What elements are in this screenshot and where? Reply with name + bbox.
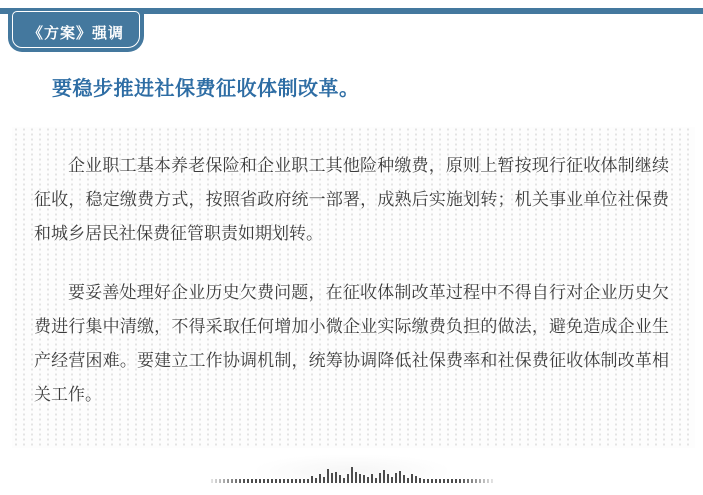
- waveform-bar: [407, 478, 409, 483]
- waveform-bar: [219, 479, 221, 483]
- waveform-bar: [307, 479, 309, 483]
- waveform-bar: [251, 479, 253, 483]
- waveform-bar: [335, 472, 337, 483]
- waveform-bar: [419, 478, 421, 483]
- waveform-bar: [215, 479, 217, 483]
- waveform-bar: [391, 477, 393, 483]
- waveform-bar: [303, 479, 305, 483]
- waveform-bar: [475, 479, 477, 483]
- waveform-bar: [263, 479, 265, 483]
- waveform-bar: [447, 479, 449, 483]
- waveform-bar: [375, 478, 377, 483]
- waveform-bar: [359, 474, 361, 483]
- content-panel: [12, 127, 695, 448]
- waveform-bar: [455, 479, 457, 483]
- section-heading: 要稳步推进社保费征收体制改革。: [52, 78, 360, 100]
- waveform-bar: [443, 479, 445, 483]
- waveform-bar: [227, 479, 229, 483]
- waveform-bar: [403, 475, 405, 483]
- waveform-bar: [223, 479, 225, 483]
- waveform-bar: [259, 479, 261, 483]
- waveform-bar: [379, 473, 381, 483]
- waveform-bar: [231, 479, 233, 483]
- waveform-bar: [327, 469, 329, 483]
- waveform-bar: [387, 474, 389, 483]
- badge-label: 《方案》强调: [27, 24, 124, 42]
- waveform-bar: [399, 471, 401, 483]
- waveform-bar: [235, 479, 237, 483]
- waveform-bar: [247, 479, 249, 483]
- waveform-bar: [279, 479, 281, 483]
- waveform-bar: [471, 479, 473, 483]
- waveform-bar: [363, 475, 365, 483]
- section-badge: [8, 8, 144, 52]
- waveform-bar: [311, 476, 313, 483]
- waveform-bar: [423, 479, 425, 483]
- audio-waveform-icon: [211, 467, 493, 483]
- waveform-bar: [463, 479, 465, 483]
- waveform-bar: [395, 473, 397, 483]
- waveform-bar: [291, 479, 293, 483]
- waveform-bar: [295, 479, 297, 483]
- body-paragraph-2: 要妥善处理好企业历史欠费问题，在征收体制改革过程中不得自行对企业历史欠费进行集中清缴，不得采取任何增加小微企业实际缴费负担的做法，避免造成企业生产经营困难。要建立工作协调机制，统筹协调降低社保费率和社保费征收体制改革相关工作。: [34, 283, 669, 404]
- waveform-bar: [339, 475, 341, 483]
- waveform-bar: [287, 479, 289, 483]
- waveform-bar: [491, 479, 493, 483]
- waveform-bar: [243, 479, 245, 483]
- waveform-bar: [255, 479, 257, 483]
- waveform-bar: [371, 474, 373, 483]
- waveform-bar: [351, 467, 353, 483]
- waveform-bar: [439, 479, 441, 483]
- waveform-bar: [299, 479, 301, 483]
- waveform-bar: [347, 474, 349, 483]
- waveform-bar: [323, 477, 325, 483]
- waveform-bar: [331, 473, 333, 483]
- waveform-bar: [343, 478, 345, 483]
- waveform-bar: [315, 478, 317, 483]
- waveform-bar: [479, 479, 481, 483]
- waveform-bar: [427, 479, 429, 483]
- waveform-bar: [355, 472, 357, 483]
- waveform-bar: [467, 479, 469, 483]
- waveform-bar: [483, 479, 485, 483]
- waveform-bar: [267, 479, 269, 483]
- waveform-bar: [367, 477, 369, 483]
- waveform-bar: [431, 479, 433, 483]
- waveform-bar: [319, 474, 321, 483]
- waveform-bar: [239, 479, 241, 483]
- waveform-bar: [451, 479, 453, 483]
- waveform-bar: [271, 479, 273, 483]
- body-paragraph-1: 企业职工基本养老保险和企业职工其他险种缴费，原则上暂按现行征收体制继续征收，稳定缴费方式，按照省政府统一部署，成熟后实施划转；机关事业单位社保费和城乡居民社保费征管职责如期划转。: [34, 156, 669, 243]
- waveform-bar: [459, 479, 461, 483]
- waveform-bar: [283, 479, 285, 483]
- waveform-bar: [487, 479, 489, 483]
- waveform-bar: [211, 479, 213, 483]
- waveform-bar: [435, 479, 437, 483]
- waveform-bar: [415, 476, 417, 483]
- waveform-bar: [411, 474, 413, 483]
- waveform-bar: [383, 470, 385, 483]
- waveform-bar: [275, 479, 277, 483]
